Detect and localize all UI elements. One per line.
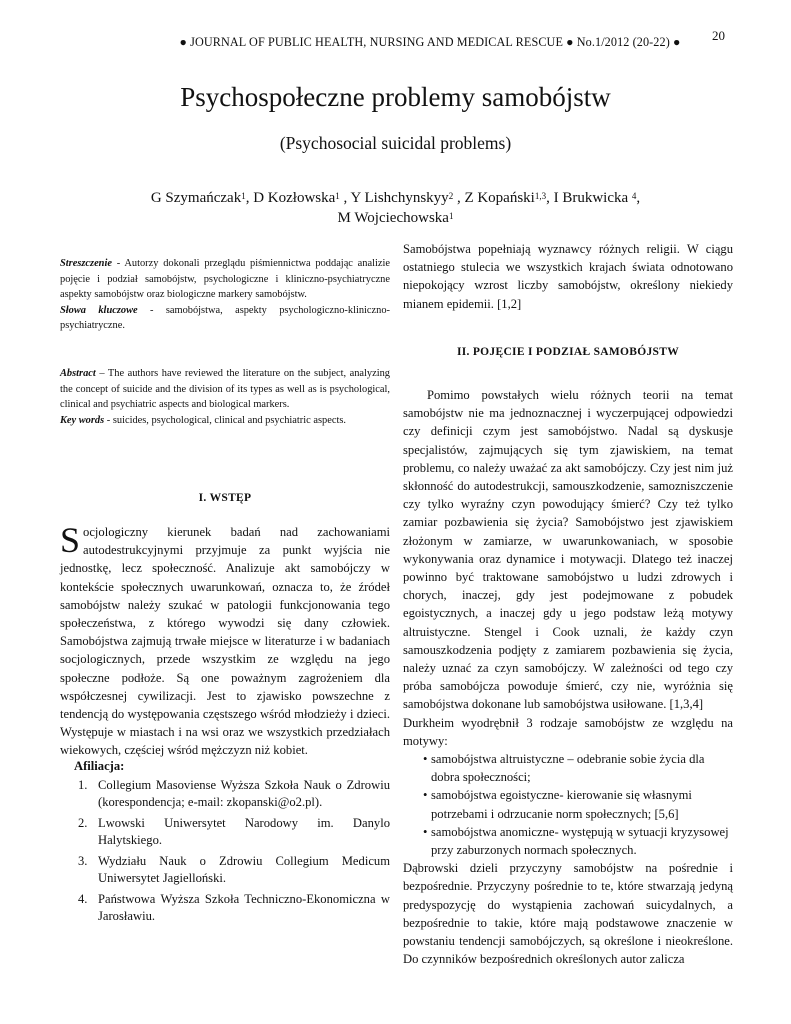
affiliation-item [60,777,390,811]
abstract-text: – The authors have reviewed the literature on the subject, analyzing the concept of suicide and the division of its types as well as is psychological, clinical and psychiatric aspects and biological markers. [60,368,390,411]
section-heading-intro: I. WSTĘP [198,492,252,504]
bullet-item [403,823,733,859]
affiliation-list [60,777,390,925]
affiliation-item [60,853,390,887]
intro-paragraph [60,520,390,760]
affiliation-text: Państwowa Wyższa Szkoła Techniczno-Ekonomiczna w Jarosławiu. [98,892,390,923]
body-paragraph: Dąbrowski dzieli przyczyny samobójstw na pośrednie i bezpośrednie. Przyczyny pośrednie to te, które stwarzają jedyną predyspozycję do wystąpienia zachowań suicydalnych, a bezpośrednie to takie, które mają podstawowe znaczenie w powstaniu tendencji samobójczych, są określone i nieokreślone. Do czynników bezpośrednich określonych autor zalicza [403,861,733,967]
article-title: Psychospołeczne problemy samobójstw [180,82,611,112]
bullet-dot-icon: • [423,788,428,803]
affiliation-mark: 4 [631,191,637,201]
affiliation-mark: 1 [241,191,246,201]
affiliations-label: Afiliacja: [74,759,125,773]
author-name: , Z Kopański [453,190,535,206]
affiliation-mark: 1 [448,211,454,221]
affiliation-item [60,891,390,925]
author-name: , I Brukwicka [546,190,632,206]
bullet-text: samobójstwa altruistyczne – odebranie sobie życia dla dobra społeczności; [431,752,705,785]
right-intro-paragraph: Samobójstwa popełniają wyznawcy różnych religii. W ciągu ostatniego stulecia we wszystkich krajach świata odnotowano niepokojący wzrost liczby samobójstw, określony niekiedy mianem epidemii. [1,2] [403,242,733,311]
bullet-list [403,750,733,859]
abstract-label: Streszczenie [60,258,112,269]
author-name: G Szymańczak [150,190,242,206]
bullet-item [403,750,733,786]
affiliation-text: Lwowski Uniwersytet Narodowy im. Danylo Halytskiego. [98,816,390,847]
affiliation-number: 2. [78,816,88,830]
affiliation-text: Collegium Masoviense Wyższa Szkoła Nauk o Zdrowiu (korespondencja; e-mail: zkopanski@o2.pl). [98,778,390,809]
bullet-text: samobójstwa anomiczne- występują w sytuacji kryzysowej przy zaburzonych normach społecznych. [431,824,729,858]
bullet-text: samobójstwa egoistyczne- kierowanie się własnymi potrzebami i odrzucanie norm społecznych; [5,6] [431,788,692,821]
running-head: ● JOURNAL OF PUBLIC HEALTH, NURSING AND MEDICAL RESCUE ● No.1/2012 (20-22) ● [179,35,681,49]
bullet-dot-icon: • [423,752,428,767]
abstract-polish [60,256,390,334]
author-separator: , [636,190,641,206]
affiliation-mark: 2 [448,191,454,201]
author-name: M Wojciechowska [337,210,449,226]
affiliation-mark: 1 [335,191,340,201]
article-subtitle: (Psychosocial suicidal problems) [279,133,512,153]
drop-cap: S [60,520,81,560]
affiliation-number: 1. [78,778,88,792]
affiliations [60,758,390,929]
abstract-english [60,366,390,428]
abstract-text: - Autorzy dokonali przeglądu piśmiennictwa poddając analizie pojęcie i podział samobójstw, psychologiczne i kliniczno-psychiatryczne aspekty samobójstw oraz biologiczne markery samobójstw. [60,258,390,301]
bullet-item [403,786,733,822]
affiliation-mark: 1,3 [534,191,547,201]
keywords-text: - suicides, psychological, clinical and psychiatric aspects. [104,414,346,426]
author-name: , D Kozłowska [245,190,336,206]
affiliation-text: Wydziału Nauk o Zdrowiu Collegium Medicum Uniwersytet Jagielloński. [98,854,390,885]
author-list [100,188,691,228]
intro-text: ocjologiczny kierunek badań nad zachowaniami autodestrukcyjnymi przyjmuje za punkt wyjścia nie jednostkę, lecz społeczność. Analizuje akt samobójczy w kontekście społecznych uwarunkowań, oznacza to, że źródeł samobójstw należy szukać w patologii funkcjonowania tego społeczeństwa, z którego wywodzi się dany człowiek. Samobójstwa zajmują trwałe miejsce w literaturze i w badaniach socjologicznych, przede wszystkim ze względu na jego społeczne podłoże. Są one poważnym zagrożeniem dla współczesnej cywilizacji. Jest to zjawisko powszechne z tendencją do występowania częstszego wśród młodzieży i dzieci. Występuje w miastach i na wsi oraz we wszystkich przedziałach wiekowych, częściej wśród mężczyzn niż kobiet. [60,525,390,758]
keywords-label: Key words [60,414,105,426]
section-heading-definition: II. POJĘCIE I PODZIAŁ SAMOBÓJSTW [456,346,680,358]
affiliation-item [60,815,390,849]
page-number: 20 [712,28,725,43]
affiliation-number: 4. [78,892,88,906]
body-paragraph: Pomimo powstałych wielu różnych teorii na temat samobójstw nie ma jednoznacznej i wyczerpującej odpowiedzi czy definicji czym jest samobójstwo. Nadal są dyskusje specjalistów, zajmujących się tym zjawiskiem, na temat problemu, co należy uważać za akt samobójczy. Czy jest nim już skłonność do autodestrukcji, samouszkodzenie, samozniszczenie czy tylko wyraźny czyn powodujący śmierć? Czy też tylko zamiar pozbawienia się życia? Samobójstwo jest zjawiskiem złożonym w zamiarze, w uwarunkowaniach, w sposobie wykonywania oraz dynamice i motywacji. Dlatego też inaczej powinno być traktowane samobójstwo u ludzi zdrowych i chorych, inaczej, gdy jest podejmowane z pobudek egoistycznych, a inaczej gdy u jego podstaw leżą motywy altruistyczne. Stengel i Cook uznali, że każdy czyn samouszkodzenia podjęty z zamiarem pozbawienia się życia, należy uznać za czyn samobójczy. W zależności od tego czy próba samobójcza powoduje śmierć, czy nie, wyróżnia się samobójstwa dokonane lub samobójstwa usiłowane. [1,3,4] [403,388,733,712]
keywords-text: - samobójstwa, aspekty psychologiczno-kliniczno-psychiatryczne. [60,304,390,332]
keywords-label: Słowa kluczowe [60,304,138,316]
body-paragraph: Durkheim wyodrębnił 3 rodzaje samobójstw ze względu na motywy: [403,715,733,748]
abstract-label: Abstract [60,368,96,379]
bullet-dot-icon: • [423,824,428,839]
author-name: , Y Lishchynskyy [339,190,449,206]
definition-section [403,386,733,969]
affiliation-number: 3. [78,854,88,868]
